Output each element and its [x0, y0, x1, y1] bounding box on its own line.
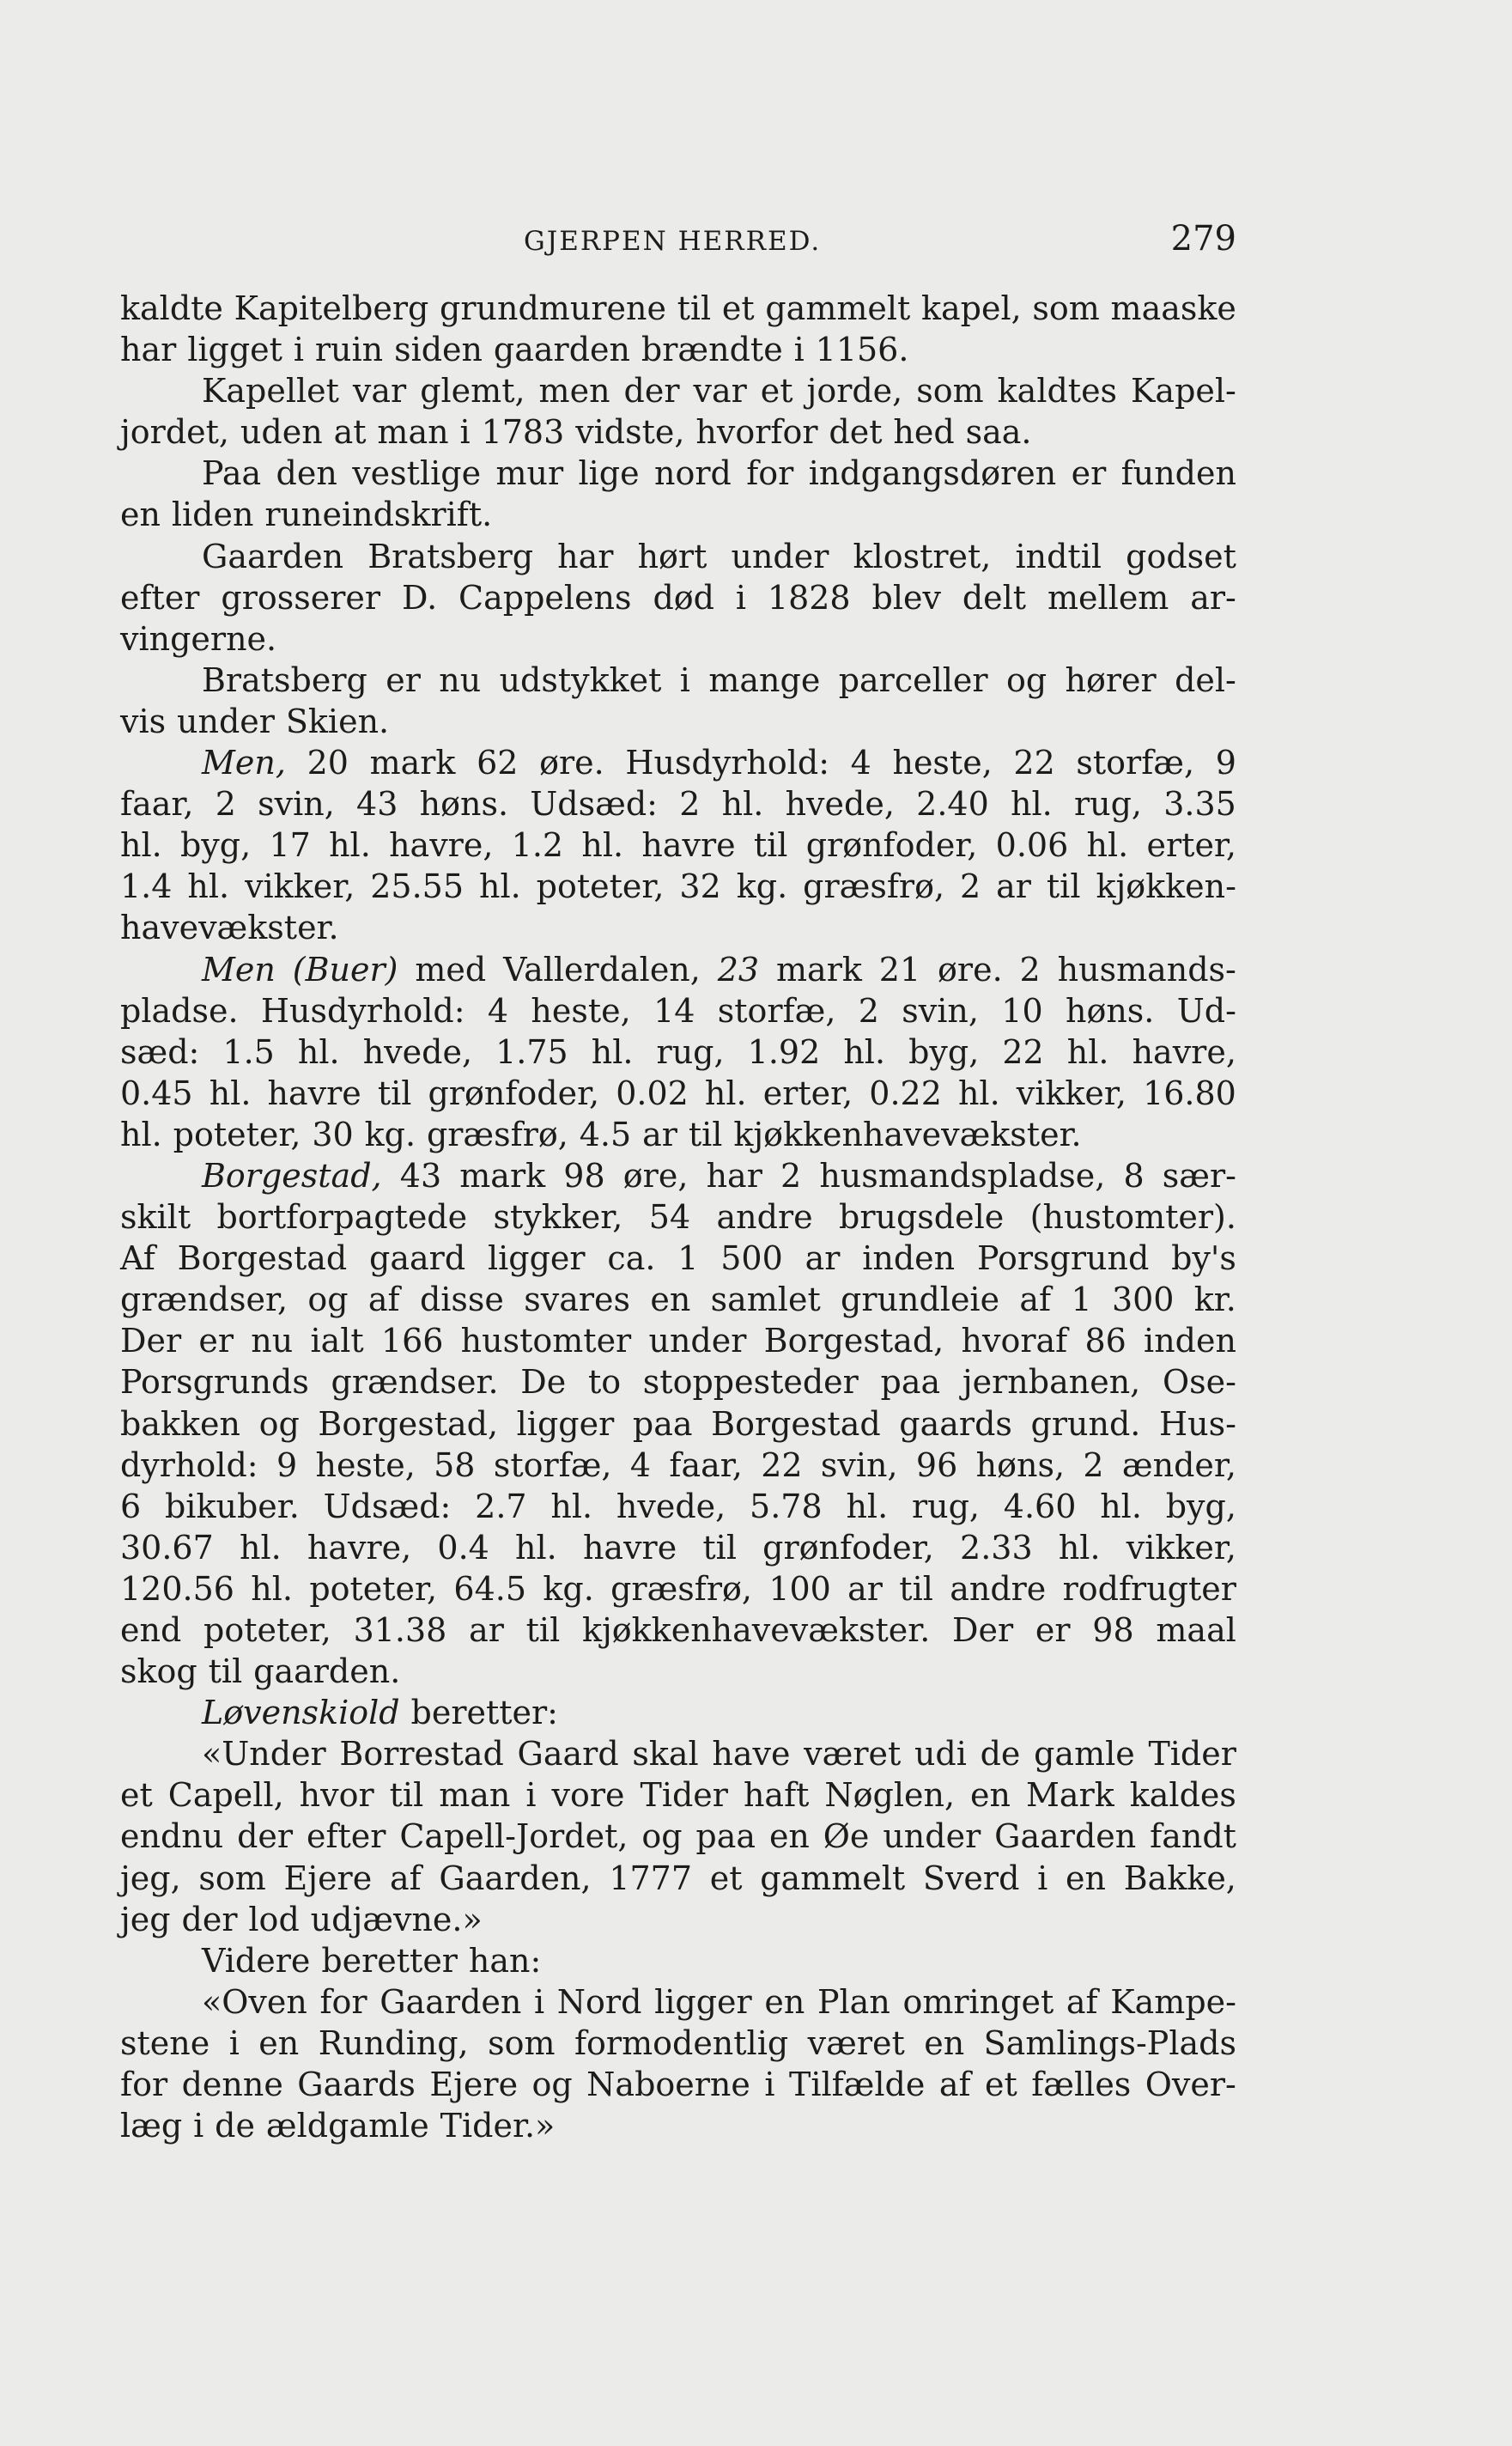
text-line: hl. poteter, 30 kg. græsfrø, 4.5 ar til kjøkkenhavevækster. — [120, 1115, 1082, 1153]
text-line: hl. byg, 17 hl. havre, 1.2 hl. havre til grønfoder, 0.06 hl. erter, — [120, 826, 1236, 865]
text-line: jordet, uden at man i 1783 vidste, hvorfor det hed saa. — [120, 413, 1032, 452]
text-line: grændser, og af disse svares en samlet grundleie af 1 300 kr. — [120, 1281, 1236, 1319]
running-head: GJERPEN HERRED. — [524, 226, 822, 257]
text-line: efter grosserer D. Cappelens død i 1828 blev delt mellem ar- — [120, 578, 1236, 617]
text-line: Paa den vestlige mur lige nord for indgangsdøren er funden — [202, 454, 1236, 493]
text-line: et Capell, hvor til man i vore Tider haft Nøglen, en Mark kaldes — [120, 1776, 1236, 1815]
text-line: Kapellet var glemt, men der var et jorde, som kaldtes Kapel- — [202, 372, 1236, 411]
text-line: «Under Borrestad Gaard skal have været udi de gamle Tider — [202, 1735, 1236, 1774]
text-line: Bratsberg er nu udstykket i mange parceller og hører del- — [202, 660, 1236, 699]
text-line: læg i de ældgamle Tider.» — [120, 2107, 556, 2145]
text-line: 0.45 hl. havre til grønfoder, 0.02 hl. erter, 0.22 hl. vikker, 16.80 — [120, 1074, 1236, 1112]
text-line: Borgestad, 43 mark 98 øre, har 2 husmandspladse, 8 sær- — [202, 1156, 1236, 1195]
body-text — [120, 288, 1236, 2146]
text-line: pladse. Husdyrhold: 4 heste, 14 storfæ, 2 svin, 10 høns. Ud- — [120, 991, 1236, 1030]
text-line: endnu der efter Capell-Jordet, og paa en Øe under Gaarden fandt — [120, 1817, 1236, 1856]
text-line: vingerne. — [120, 619, 277, 658]
text-line: en liden runeindskrift. — [120, 496, 493, 534]
text-line: 120.56 hl. poteter, 64.5 kg. græsfrø, 100 ar til andre rodfrugter — [120, 1569, 1236, 1608]
text-line: Porsgrunds grændser. De to stoppesteder paa jernbanen, Ose- — [120, 1363, 1236, 1402]
text-line: sæd: 1.5 hl. hvede, 1.75 hl. rug, 1.92 hl. byg, 22 hl. havre, — [120, 1032, 1236, 1071]
text-line: «Oven for Gaarden i Nord ligger en Plan omringet af Kampe- — [202, 1982, 1236, 2021]
text-line: Løvenskiold beretter: — [202, 1694, 558, 1732]
text-line: 30.67 hl. havre, 0.4 hl. havre til grønfoder, 2.33 hl. vikker, — [120, 1528, 1236, 1567]
text-line: Gaarden Bratsberg har hørt under klostret, indtil godset — [202, 537, 1236, 575]
text-line: jeg, som Ejere af Gaarden, 1777 et gammelt Sverd i en Bakke, — [120, 1859, 1236, 1897]
text-line: dyrhold: 9 heste, 58 storfæ, 4 faar, 22 svin, 96 høns, 2 ænder, — [120, 1445, 1236, 1484]
text-line: Der er nu ialt 166 hustomter under Borgestad, hvoraf 86 inden — [120, 1322, 1236, 1360]
page-number: 279 — [1170, 219, 1236, 259]
text-line: for denne Gaards Ejere og Naboerne i Tilfælde af et fælles Over- — [120, 2066, 1236, 2104]
text-line: skog til gaarden. — [120, 1652, 401, 1691]
text-line: Af Borgestad gaard ligger ca. 1 500 ar inden Porsgrund by's — [120, 1239, 1236, 1278]
text-line: 1.4 hl. vikker, 25.55 hl. poteter, 32 kg. græsfrø, 2 ar til kjøkken- — [120, 867, 1236, 906]
text-line: havevækster. — [120, 909, 339, 947]
text-line: 6 bikuber. Udsæd: 2.7 hl. hvede, 5.78 hl. rug, 4.60 hl. byg, — [120, 1487, 1236, 1525]
text-line: end poteter, 31.38 ar til kjøkkenhavevækster. Der er 98 maal — [120, 1611, 1236, 1649]
text-line: vis under Skien. — [120, 702, 390, 740]
page-header — [120, 219, 1236, 271]
text-line: faar, 2 svin, 43 høns. Udsæd: 2 hl. hvede, 2.40 hl. rug, 3.35 — [120, 785, 1236, 824]
text-line: Men, 20 mark 62 øre. Husdyrhold: 4 heste, 22 storfæ, 9 — [202, 744, 1236, 782]
text-line: bakken og Borgestad, ligger paa Borgestad gaards grund. Hus- — [120, 1404, 1236, 1443]
text-line: skilt bortforpagtede stykker, 54 andre brugsdele (hustomter). — [120, 1198, 1236, 1237]
text-line: jeg der lod udjævne.» — [120, 1900, 483, 1938]
text-line: Videre beretter han: — [202, 1941, 542, 1980]
text-line: har ligget i ruin siden gaarden brændte i 1156. — [120, 331, 909, 369]
text-line: kaldte Kapitelberg grundmurene til et gammelt kapel, som maaske — [120, 289, 1236, 327]
text-line: Men (Buer) med Vallerdalen, 23 mark 21 øre. 2 husmands- — [202, 950, 1236, 989]
text-line: stene i en Runding, som formodentlig været en Samlings-Plads — [120, 2023, 1236, 2062]
